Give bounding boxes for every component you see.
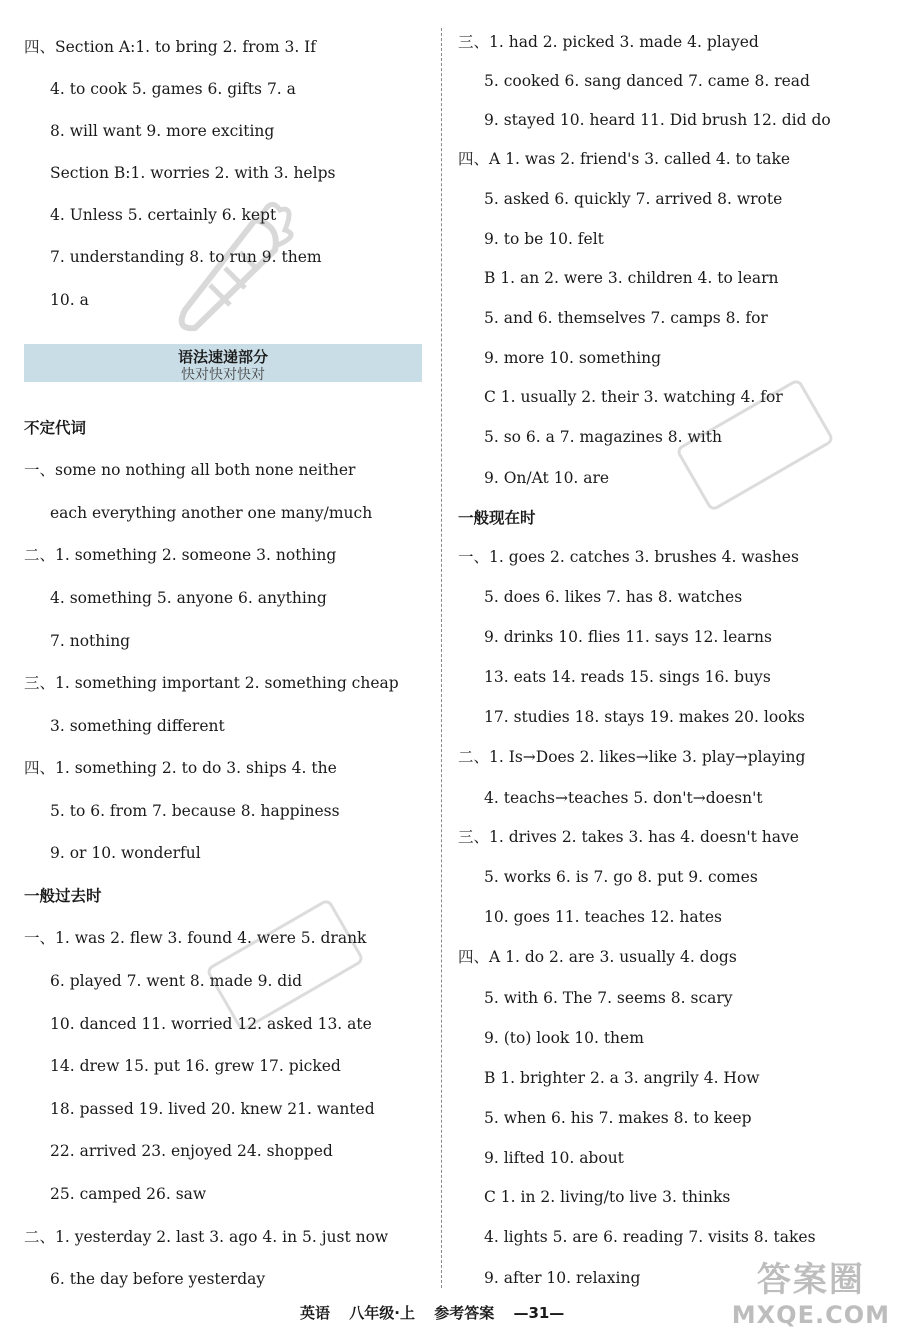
footer-subject: 英语 xyxy=(300,1304,331,1322)
answer-line: 4. to cook 5. games 6. gifts 7. a xyxy=(50,80,296,98)
answer-line: 18. passed 19. lived 20. knew 21. wanted xyxy=(50,1100,375,1118)
answer-line: 四、Section A:1. to bring 2. from 3. If xyxy=(24,38,317,56)
logo-text: 答案圈 xyxy=(756,1260,865,1300)
logo-url: MXQE.COM xyxy=(731,1301,890,1329)
answer-line: 二、1. something 2. someone 3. nothing xyxy=(24,546,337,564)
answer-line: 二、1. Is→Does 2. likes→like 3. play→playing xyxy=(458,748,806,766)
answer-line: 5. when 6. his 7. makes 8. to keep xyxy=(484,1109,752,1127)
answer-line: 5. asked 6. quickly 7. arrived 8. wrote xyxy=(484,190,783,208)
answer-line: 4. teachs→teaches 5. don't→doesn't xyxy=(484,789,763,807)
answer-line: 5. cooked 6. sang danced 7. came 8. read xyxy=(484,72,810,90)
answer-line: 9. drinks 10. flies 11. says 12. learns xyxy=(484,628,772,646)
answer-line: 二、1. yesterday 2. last 3. ago 4. in 5. just now xyxy=(24,1228,389,1246)
answer-line: 17. studies 18. stays 19. makes 20. looks xyxy=(484,708,805,726)
answer-line: 8. will want 9. more exciting xyxy=(50,122,275,140)
section-heading: 一般过去时 xyxy=(24,887,102,905)
section-heading: 不定代词 xyxy=(24,419,87,437)
answer-line: 3. something different xyxy=(50,717,225,735)
answer-line: 三、1. something important 2. something cheap xyxy=(24,674,399,692)
answer-line: 6. played 7. went 8. made 9. did xyxy=(50,972,303,990)
stamp-watermark-icon xyxy=(200,900,370,1030)
answer-line: 9. stayed 10. heard 11. Did brush 12. did do xyxy=(484,111,831,129)
answer-line: 4. Unless 5. certainly 6. kept xyxy=(50,206,277,224)
answer-line: 一、1. was 2. flew 3. found 4. were 5. drank xyxy=(24,929,367,947)
answer-line: 7. nothing xyxy=(50,632,131,650)
answer-line: C 1. usually 2. their 3. watching 4. for xyxy=(484,388,783,406)
answer-line: 9. On/At 10. are xyxy=(484,469,610,487)
footer-label: 参考答案 xyxy=(434,1304,495,1322)
site-logo-watermark xyxy=(732,1252,890,1329)
answer-line: 9. after 10. relaxing xyxy=(484,1269,641,1287)
answer-line: 一、1. goes 2. catches 3. brushes 4. washes xyxy=(458,548,799,566)
answer-line: 9. (to) look 10. them xyxy=(484,1029,644,1047)
answer-line: 4. something 5. anyone 6. anything xyxy=(50,589,327,607)
section-heading: 一般现在时 xyxy=(458,509,536,527)
answer-line: 9. to be 10. felt xyxy=(484,230,604,248)
answer-line: 9. lifted 10. about xyxy=(484,1149,624,1167)
answer-line: 5. works 6. is 7. go 8. put 9. comes xyxy=(484,868,758,886)
banner-title: 语法速递部分 xyxy=(177,348,268,366)
answer-line: each everything another one many/much xyxy=(50,504,373,522)
column-divider xyxy=(441,28,442,1288)
answer-line: 四、A 1. was 2. friend's 3. called 4. to take xyxy=(458,150,791,168)
answer-line: 9. or 10. wonderful xyxy=(50,844,201,862)
answer-line: 22. arrived 23. enjoyed 24. shopped xyxy=(50,1142,333,1160)
answer-line: 四、A 1. do 2. are 3. usually 4. dogs xyxy=(458,948,737,966)
answer-line: 三、1. drives 2. takes 3. has 4. doesn't have xyxy=(458,828,799,846)
answer-line: 4. lights 5. are 6. reading 7. visits 8. takes xyxy=(484,1228,816,1246)
stamp-watermark-icon xyxy=(670,380,840,510)
answer-line: 四、1. something 2. to do 3. ships 4. the xyxy=(24,759,337,777)
answer-line: 10. danced 11. worried 12. asked 13. ate xyxy=(50,1015,372,1033)
answer-line: B 1. brighter 2. a 3. angrily 4. How xyxy=(484,1069,760,1087)
answer-line: Section B:1. worries 2. with 3. helps xyxy=(50,164,336,182)
answer-line: 一、some no nothing all both none neither xyxy=(24,461,356,479)
answer-line: 5. and 6. themselves 7. camps 8. for xyxy=(484,309,768,327)
answer-line: 5. so 6. a 7. magazines 8. with xyxy=(484,428,722,446)
answer-line: 25. camped 26. saw xyxy=(50,1185,207,1203)
page-number: —31— xyxy=(513,1304,565,1322)
answer-line: 5. does 6. likes 7. has 8. watches xyxy=(484,588,743,606)
answer-line: 6. the day before yesterday xyxy=(50,1270,266,1288)
answer-line: C 1. in 2. living/to live 3. thinks xyxy=(484,1188,731,1206)
answer-line: 14. drew 15. put 16. grew 17. picked xyxy=(50,1057,341,1075)
answer-line: 5. to 6. from 7. because 8. happiness xyxy=(50,802,340,820)
answer-line: 7. understanding 8. to run 9. them xyxy=(50,248,322,266)
answer-line: 5. with 6. The 7. seems 8. scary xyxy=(484,989,733,1007)
answer-line: 13. eats 14. reads 15. sings 16. buys xyxy=(484,668,771,686)
answer-line: 9. more 10. something xyxy=(484,349,662,367)
banner-subtitle: 快对快对快对 xyxy=(181,367,265,383)
footer-grade: 八年级·上 xyxy=(349,1304,415,1322)
carrot-watermark-icon xyxy=(160,190,300,350)
answer-line: B 1. an 2. were 3. children 4. to learn xyxy=(484,269,779,287)
answer-line: 10. a xyxy=(50,291,89,309)
page-footer xyxy=(300,1302,660,1323)
answer-line: 三、1. had 2. picked 3. made 4. played xyxy=(458,33,759,51)
answer-line: 10. goes 11. teaches 12. hates xyxy=(484,908,722,926)
